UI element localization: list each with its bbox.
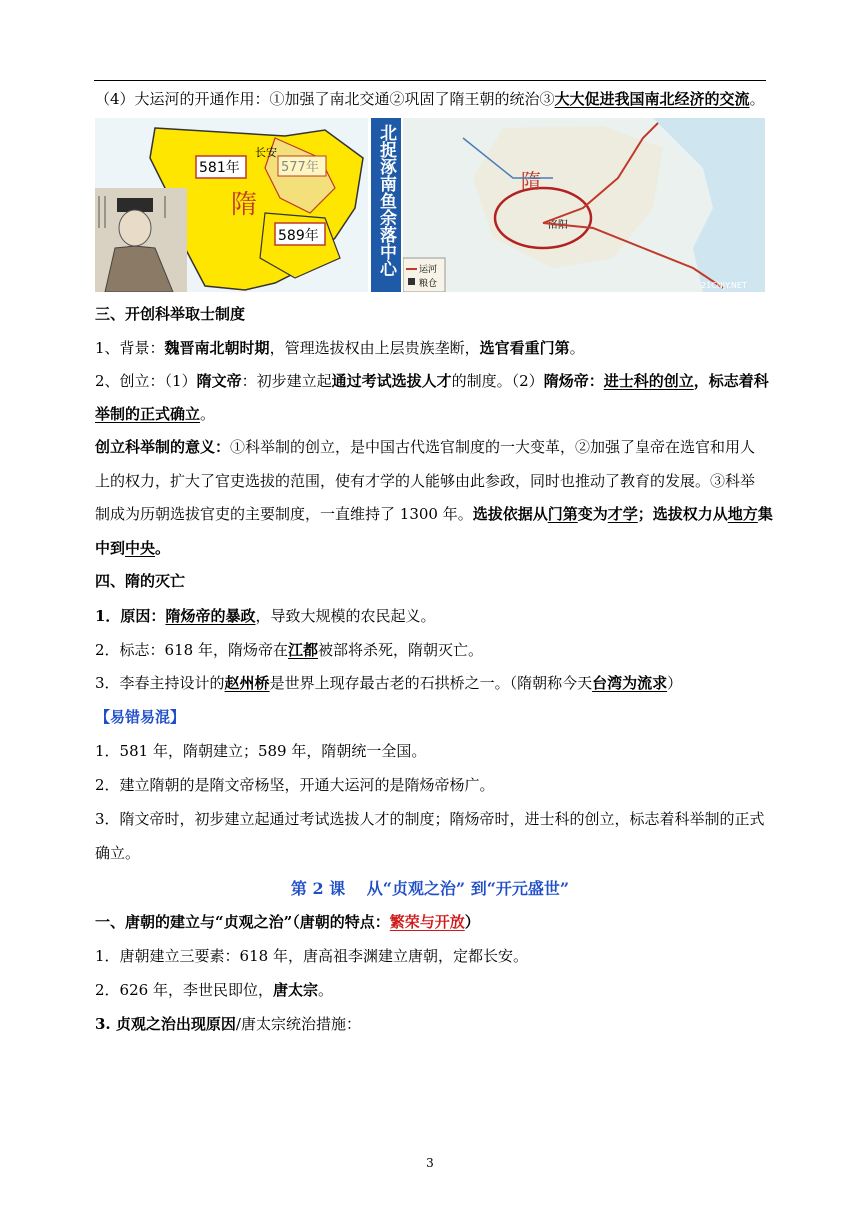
s3-significance-2: 上的权力，扩大了官吏选拔的范围，使有才学的人能够由此参政，同时也推动了教育的发展。③科举: [95, 472, 756, 490]
canal-emphasis: 大大促进我国南北经济的交流: [554, 90, 750, 108]
map-label-577: 577年: [281, 160, 319, 175]
mistakes-item-3-cont: 确立。: [95, 844, 141, 862]
mistakes-item-1: 1．581 年，隋朝建立；589 年，隋朝统一全国。: [95, 742, 427, 760]
canal-banner-text: 北捉涿南鱼余落中心: [376, 124, 396, 277]
s3-significance-4: 中到中央。: [95, 539, 171, 557]
lesson2-item-2: 2．626 年，李世民即位，唐太宗。: [95, 981, 333, 999]
mistakes-item-3: 3．隋文帝时，初步建立起通过考试选拔人才的制度；隋炀帝时，进士科的创立，标志着科举制的正式: [95, 810, 765, 828]
lesson2-item-1: 1．唐朝建立三要素：618 年，唐高祖李渊建立唐朝，定都长安。: [95, 947, 528, 965]
mistakes-title: 【易错易混】: [95, 708, 186, 726]
map-images: [95, 118, 765, 292]
s3-creation-line2: 举制的正式确立。: [95, 405, 216, 423]
sui-unification-map: [95, 118, 368, 292]
s4-zhaozhou: 3．李春主持设计的赵州桥是世界上现存最古老的石拱桥之一。（隋朝称今天台湾为流求）: [95, 674, 683, 692]
map-label-sui: 隋: [231, 190, 258, 220]
legend-canal: 运河: [419, 265, 438, 275]
grand-canal-map: [403, 118, 765, 292]
section-4-title: 四、隋的灭亡: [95, 572, 186, 590]
s3-significance-1: 创立科举制的意义：①科举制的创立，是中国古代选官制度的一大变革，②加强了皇帝在选官和用人: [95, 438, 756, 456]
lesson-2-title: 第 2 课 从“贞观之治” 到“开元盛世”: [290, 879, 570, 898]
map-label-581: 581年: [199, 160, 240, 176]
s3-background: 1、背景：魏晋南北朝时期，管理选拔权由上层贵族垄断，选官看重门第。: [95, 339, 585, 357]
lesson2-item-3: 3. 贞观之治出现原因/唐太宗统治措施：: [95, 1015, 361, 1033]
canal-map-sui: 隋: [521, 169, 541, 193]
canal-banner: [371, 118, 401, 292]
page-number: 3: [426, 1156, 434, 1170]
s4-marker: 2．标志：618 年，隋炀帝在江都被部将杀死，隋朝灭亡。: [95, 641, 483, 659]
header-rule: [94, 80, 766, 81]
map-label-589: 589年: [278, 228, 319, 244]
s3-creation-line1: 2、创立：（1）隋文帝：初步建立起通过考试选拔人才的制度。（2）隋炀帝：进士科的创立，标志着科: [95, 372, 769, 390]
sui-territory-map: [95, 118, 368, 292]
s4-reason: 1．原因：隋炀帝的暴政，导致大规模的农民起义。: [95, 607, 436, 625]
map-watermark: 21CNJY.NET: [701, 281, 747, 290]
mistakes-item-2: 2．建立隋朝的是隋文帝杨坚，开通大运河的是隋炀帝杨广。: [95, 776, 495, 794]
tang-features: 繁荣与开放: [389, 913, 465, 931]
canal-line: （4）大运河的开通作用：①加强了南北交通②巩固了隋王朝的统治③大大促进我国南北经济的交流。: [95, 90, 765, 108]
section-3-title: 三、开创科举取士制度: [95, 305, 246, 323]
s3-significance-3: 制成为历朝选拔官吏的主要制度，一直维持了 1300 年。选拔依据从门第变为才学；选拔权力从地方集: [95, 505, 773, 523]
lesson2-section1-title: 一、唐朝的建立与“贞观之治”（唐朝的特点：繁荣与开放）: [95, 913, 480, 931]
map-label-changan: 长安: [255, 146, 277, 159]
legend-granary: 粮仓: [419, 279, 438, 289]
canal-map-luoyang: 洛阳: [548, 220, 568, 231]
canal-route-map: [403, 118, 765, 292]
